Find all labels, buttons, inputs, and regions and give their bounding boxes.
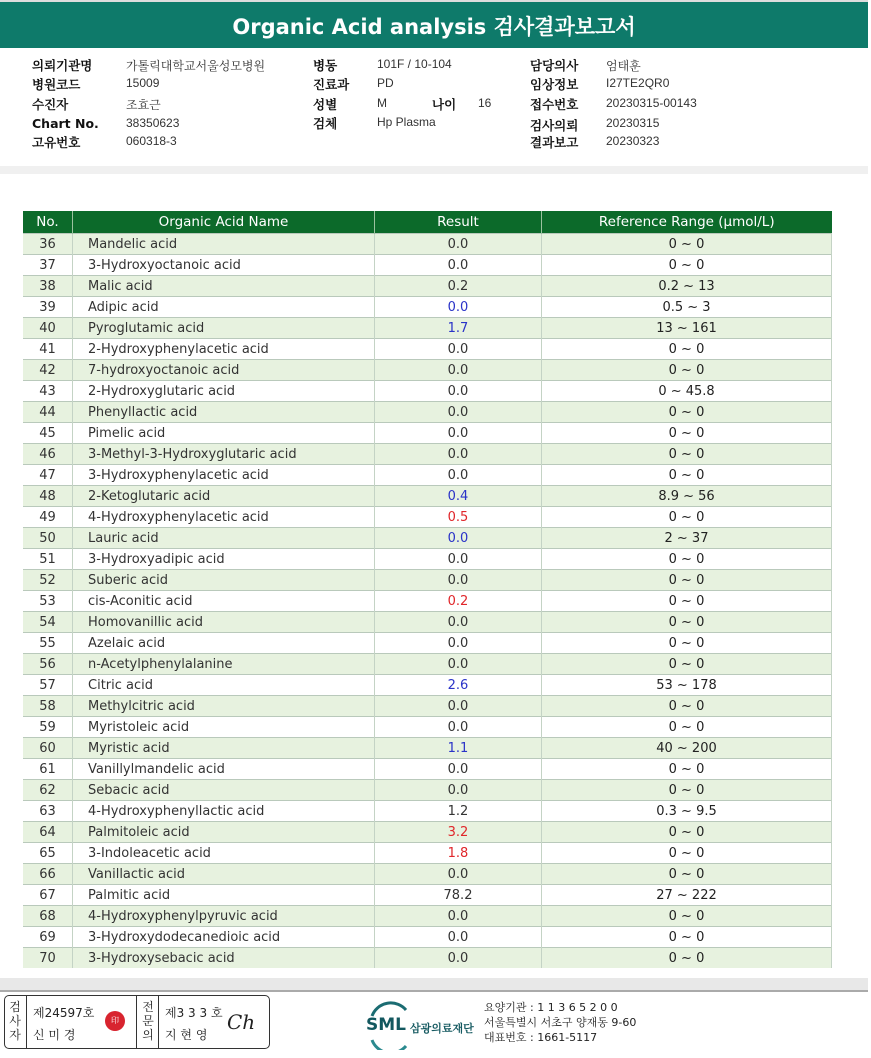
chart-value: 38350623: [126, 116, 180, 130]
cell-result: 0.2: [375, 591, 542, 612]
patient-label: 수진자: [32, 97, 69, 112]
table-row: [23, 885, 832, 906]
cell-result: 0.0: [375, 528, 542, 549]
table-row: [23, 948, 832, 969]
cell-result: 0.0: [375, 444, 542, 465]
specimen-label: 검체: [313, 116, 338, 131]
cell-result: 0.0: [375, 759, 542, 780]
table-row: [23, 822, 832, 843]
request-label: 검사의뢰: [530, 118, 579, 133]
divider: [0, 166, 868, 174]
cell-result: 0.5: [375, 507, 542, 528]
header-result: Result: [375, 211, 542, 234]
cell-range: 40 ~ 200: [542, 738, 832, 759]
cell-name: Palmitic acid: [73, 885, 375, 906]
cell-result: 0.0: [375, 381, 542, 402]
cell-no: 51: [23, 549, 73, 570]
cell-name: Methylcitric acid: [73, 696, 375, 717]
cell-result: 0.4: [375, 486, 542, 507]
doctor-value: 엄태훈: [606, 59, 641, 73]
cell-no: 44: [23, 402, 73, 423]
cell-result: 0.0: [375, 360, 542, 381]
cell-name: 4-Hydroxyphenylacetic acid: [73, 507, 375, 528]
cell-name: Pyroglutamic acid: [73, 318, 375, 339]
address: 서울특별시 서초구 양재동 9-60: [484, 1016, 637, 1029]
care-code: 요양기관 : 1 1 3 6 5 2 0 0: [484, 1001, 618, 1014]
table-row: [23, 591, 832, 612]
table-row: [23, 339, 832, 360]
table-row: [23, 927, 832, 948]
unique-value: 060318-3: [126, 134, 177, 148]
cell-no: 57: [23, 675, 73, 696]
cell-no: 53: [23, 591, 73, 612]
cell-name: cis-Aconitic acid: [73, 591, 375, 612]
cell-name: 2-Ketoglutaric acid: [73, 486, 375, 507]
dept-label: 진료과: [313, 77, 350, 92]
hospital-code-label: 병원코드: [32, 77, 81, 92]
table-row: [23, 633, 832, 654]
specialist-label: 전문의: [142, 1000, 154, 1042]
cell-result: 0.0: [375, 780, 542, 801]
cell-name: 2-Hydroxyphenylacetic acid: [73, 339, 375, 360]
table-row: [23, 675, 832, 696]
cell-result: 0.0: [375, 948, 542, 969]
table-row: [23, 486, 832, 507]
cell-range: 0 ~ 0: [542, 633, 832, 654]
cell-no: 56: [23, 654, 73, 675]
tester-license: 제24597호: [33, 1006, 95, 1020]
cell-name: 2-Hydroxyglutaric acid: [73, 381, 375, 402]
cell-no: 54: [23, 612, 73, 633]
header-name: Organic Acid Name: [73, 211, 375, 234]
cell-result: 0.0: [375, 339, 542, 360]
phone: 대표번호 : 1661-5117: [484, 1031, 598, 1044]
cell-no: 69: [23, 927, 73, 948]
cell-range: 0 ~ 0: [542, 696, 832, 717]
cell-result: 0.0: [375, 255, 542, 276]
tester-name: 신 미 경: [33, 1028, 76, 1042]
cell-range: 0 ~ 0: [542, 927, 832, 948]
cell-name: Azelaic acid: [73, 633, 375, 654]
cell-name: Mandelic acid: [73, 234, 375, 255]
sex-label: 성별: [313, 97, 338, 112]
table-header: [23, 211, 832, 234]
cell-no: 60: [23, 738, 73, 759]
cell-name: Adipic acid: [73, 297, 375, 318]
cell-no: 45: [23, 423, 73, 444]
cell-range: 0 ~ 0: [542, 339, 832, 360]
cell-result: 0.0: [375, 465, 542, 486]
logo-text: SML: [366, 1015, 406, 1035]
table-row: [23, 507, 832, 528]
cell-name: 3-Methyl-3-Hydroxyglutaric acid: [73, 444, 375, 465]
cell-name: Myristic acid: [73, 738, 375, 759]
cell-no: 42: [23, 360, 73, 381]
table-row: [23, 801, 832, 822]
cell-no: 48: [23, 486, 73, 507]
table-row: [23, 612, 832, 633]
table-row: [23, 381, 832, 402]
clinical-value: I27TE2QR0: [606, 76, 670, 90]
cell-name: 3-Hydroxyoctanoic acid: [73, 255, 375, 276]
cell-result: 0.0: [375, 633, 542, 654]
cell-name: Vanillactic acid: [73, 864, 375, 885]
specialist-name: 지 현 영: [165, 1028, 208, 1042]
cell-range: 0 ~ 0: [542, 507, 832, 528]
cell-name: 3-Hydroxyphenylacetic acid: [73, 465, 375, 486]
ward-value: 101F / 10-104: [377, 57, 452, 71]
cell-name: 3-Hydroxysebacic acid: [73, 948, 375, 969]
signature-box: [4, 995, 270, 1049]
cell-result: 0.0: [375, 906, 542, 927]
table-row: [23, 906, 832, 927]
cell-no: 43: [23, 381, 73, 402]
cell-no: 47: [23, 465, 73, 486]
cell-no: 66: [23, 864, 73, 885]
tester-label: 검사자: [9, 1000, 21, 1042]
cell-range: 0 ~ 0: [542, 549, 832, 570]
cell-no: 50: [23, 528, 73, 549]
doctor-label: 담당의사: [530, 58, 579, 73]
cell-result: 78.2: [375, 885, 542, 906]
cell-no: 67: [23, 885, 73, 906]
table-row: [23, 423, 832, 444]
table-row: [23, 780, 832, 801]
footer-divider: [0, 978, 868, 992]
cell-range: 0 ~ 0: [542, 444, 832, 465]
cell-range: 0 ~ 0: [542, 822, 832, 843]
table-row: [23, 444, 832, 465]
cell-range: 0 ~ 0: [542, 423, 832, 444]
report-title: Organic Acid analysis 검사결과보고서: [0, 0, 868, 48]
cell-range: 0.5 ~ 3: [542, 297, 832, 318]
cell-range: 0 ~ 45.8: [542, 381, 832, 402]
cell-no: 41: [23, 339, 73, 360]
cell-result: 0.0: [375, 696, 542, 717]
cell-name: Pimelic acid: [73, 423, 375, 444]
cell-no: 39: [23, 297, 73, 318]
patient-value: 조효근: [126, 98, 161, 112]
header-range: Reference Range (μmol/L): [542, 211, 832, 234]
cell-result: 0.0: [375, 654, 542, 675]
specialist-license: 제3 3 3 호: [165, 1006, 223, 1020]
cell-result: 0.0: [375, 864, 542, 885]
cell-range: 0 ~ 0: [542, 255, 832, 276]
institution-value: 가톨릭대학교서울성모병원: [126, 59, 266, 73]
cell-no: 36: [23, 234, 73, 255]
cell-range: 0 ~ 0: [542, 780, 832, 801]
signature: Ch: [227, 1010, 256, 1034]
cell-result: 3.2: [375, 822, 542, 843]
cell-range: 0 ~ 0: [542, 360, 832, 381]
cell-name: 4-Hydroxyphenyllactic acid: [73, 801, 375, 822]
cell-name: Homovanillic acid: [73, 612, 375, 633]
cell-no: 40: [23, 318, 73, 339]
cell-result: 1.2: [375, 801, 542, 822]
cell-result: 1.1: [375, 738, 542, 759]
cell-name: Citric acid: [73, 675, 375, 696]
table-row: [23, 465, 832, 486]
cell-no: 61: [23, 759, 73, 780]
table-row: [23, 717, 832, 738]
cell-name: Palmitoleic acid: [73, 822, 375, 843]
cell-range: 0 ~ 0: [542, 570, 832, 591]
table-row: [23, 297, 832, 318]
org-address: [484, 1000, 636, 1045]
cell-no: 70: [23, 948, 73, 969]
cell-result: 0.0: [375, 234, 542, 255]
cell-range: 0 ~ 0: [542, 717, 832, 738]
cell-range: 0.2 ~ 13: [542, 276, 832, 297]
table-row: [23, 528, 832, 549]
cell-range: 0.3 ~ 9.5: [542, 801, 832, 822]
cell-range: 0 ~ 0: [542, 843, 832, 864]
cell-range: 0 ~ 0: [542, 234, 832, 255]
specimen-value: Hp Plasma: [377, 115, 436, 129]
cell-range: 27 ~ 222: [542, 885, 832, 906]
cell-name: 3-Hydroxyadipic acid: [73, 549, 375, 570]
cell-no: 65: [23, 843, 73, 864]
table-row: [23, 402, 832, 423]
table-row: [23, 843, 832, 864]
seal-stamp: 印: [105, 1011, 125, 1031]
table-row: [23, 696, 832, 717]
cell-name: Sebacic acid: [73, 780, 375, 801]
table-row: [23, 234, 832, 255]
cell-no: 62: [23, 780, 73, 801]
clinical-label: 임상정보: [530, 77, 579, 92]
cell-range: 0 ~ 0: [542, 654, 832, 675]
cell-name: Vanillylmandelic acid: [73, 759, 375, 780]
table-row: [23, 276, 832, 297]
cell-result: 0.0: [375, 402, 542, 423]
cell-name: Malic acid: [73, 276, 375, 297]
cell-no: 55: [23, 633, 73, 654]
cell-result: 2.6: [375, 675, 542, 696]
receipt-label: 접수번호: [530, 97, 579, 112]
cell-result: 1.8: [375, 843, 542, 864]
request-value: 20230315: [606, 116, 660, 130]
cell-name: 3-Indoleacetic acid: [73, 843, 375, 864]
institution-label: 의뢰기관명: [32, 58, 93, 73]
report-label: 결과보고: [530, 135, 579, 150]
cell-range: 0 ~ 0: [542, 402, 832, 423]
cell-no: 49: [23, 507, 73, 528]
sex-value: M: [377, 96, 387, 110]
report-value: 20230323: [606, 134, 660, 148]
cell-result: 0.0: [375, 549, 542, 570]
cell-no: 68: [23, 906, 73, 927]
cell-no: 59: [23, 717, 73, 738]
cell-range: 0 ~ 0: [542, 906, 832, 927]
cell-no: 46: [23, 444, 73, 465]
cell-name: Myristoleic acid: [73, 717, 375, 738]
cell-name: Suberic acid: [73, 570, 375, 591]
cell-result: 0.0: [375, 423, 542, 444]
cell-name: Lauric acid: [73, 528, 375, 549]
cell-no: 52: [23, 570, 73, 591]
cell-no: 64: [23, 822, 73, 843]
cell-range: 53 ~ 178: [542, 675, 832, 696]
cell-range: 2 ~ 37: [542, 528, 832, 549]
receipt-value: 20230315-00143: [606, 96, 697, 110]
cell-range: 0 ~ 0: [542, 759, 832, 780]
cell-name: 7-hydroxyoctanoic acid: [73, 360, 375, 381]
cell-range: 0 ~ 0: [542, 465, 832, 486]
unique-label: 고유번호: [32, 135, 81, 150]
cell-no: 63: [23, 801, 73, 822]
cell-range: 8.9 ~ 56: [542, 486, 832, 507]
ward-label: 병동: [313, 58, 338, 73]
table-row: [23, 738, 832, 759]
cell-range: 13 ~ 161: [542, 318, 832, 339]
table-row: [23, 255, 832, 276]
cell-result: 0.0: [375, 927, 542, 948]
cell-result: 0.0: [375, 612, 542, 633]
dept-value: PD: [377, 76, 394, 90]
chart-label: Chart No.: [32, 116, 99, 131]
results-table: [23, 211, 832, 968]
cell-range: 0 ~ 0: [542, 591, 832, 612]
cell-range: 0 ~ 0: [542, 612, 832, 633]
hospital-code-value: 15009: [126, 76, 160, 90]
cell-result: 0.0: [375, 570, 542, 591]
table-row: [23, 759, 832, 780]
cell-range: 0 ~ 0: [542, 948, 832, 969]
cell-result: 0.0: [375, 717, 542, 738]
cell-result: 0.2: [375, 276, 542, 297]
age-value: 16: [478, 96, 492, 110]
table-row: [23, 654, 832, 675]
cell-result: 1.7: [375, 318, 542, 339]
cell-name: Phenyllactic acid: [73, 402, 375, 423]
cell-no: 58: [23, 696, 73, 717]
age-label: 나이: [432, 97, 457, 112]
cell-range: 0 ~ 0: [542, 864, 832, 885]
org-name: 삼광의료재단: [410, 1022, 474, 1035]
cell-name: 3-Hydroxydodecanedioic acid: [73, 927, 375, 948]
cell-result: 0.0: [375, 297, 542, 318]
cell-no: 38: [23, 276, 73, 297]
table-row: [23, 570, 832, 591]
header-no: No.: [23, 211, 73, 234]
cell-name: n-Acetylphenylalanine: [73, 654, 375, 675]
cell-name: 4-Hydroxyphenylpyruvic acid: [73, 906, 375, 927]
table-row: [23, 360, 832, 381]
table-row: [23, 549, 832, 570]
table-row: [23, 864, 832, 885]
cell-no: 37: [23, 255, 73, 276]
table-row: [23, 318, 832, 339]
